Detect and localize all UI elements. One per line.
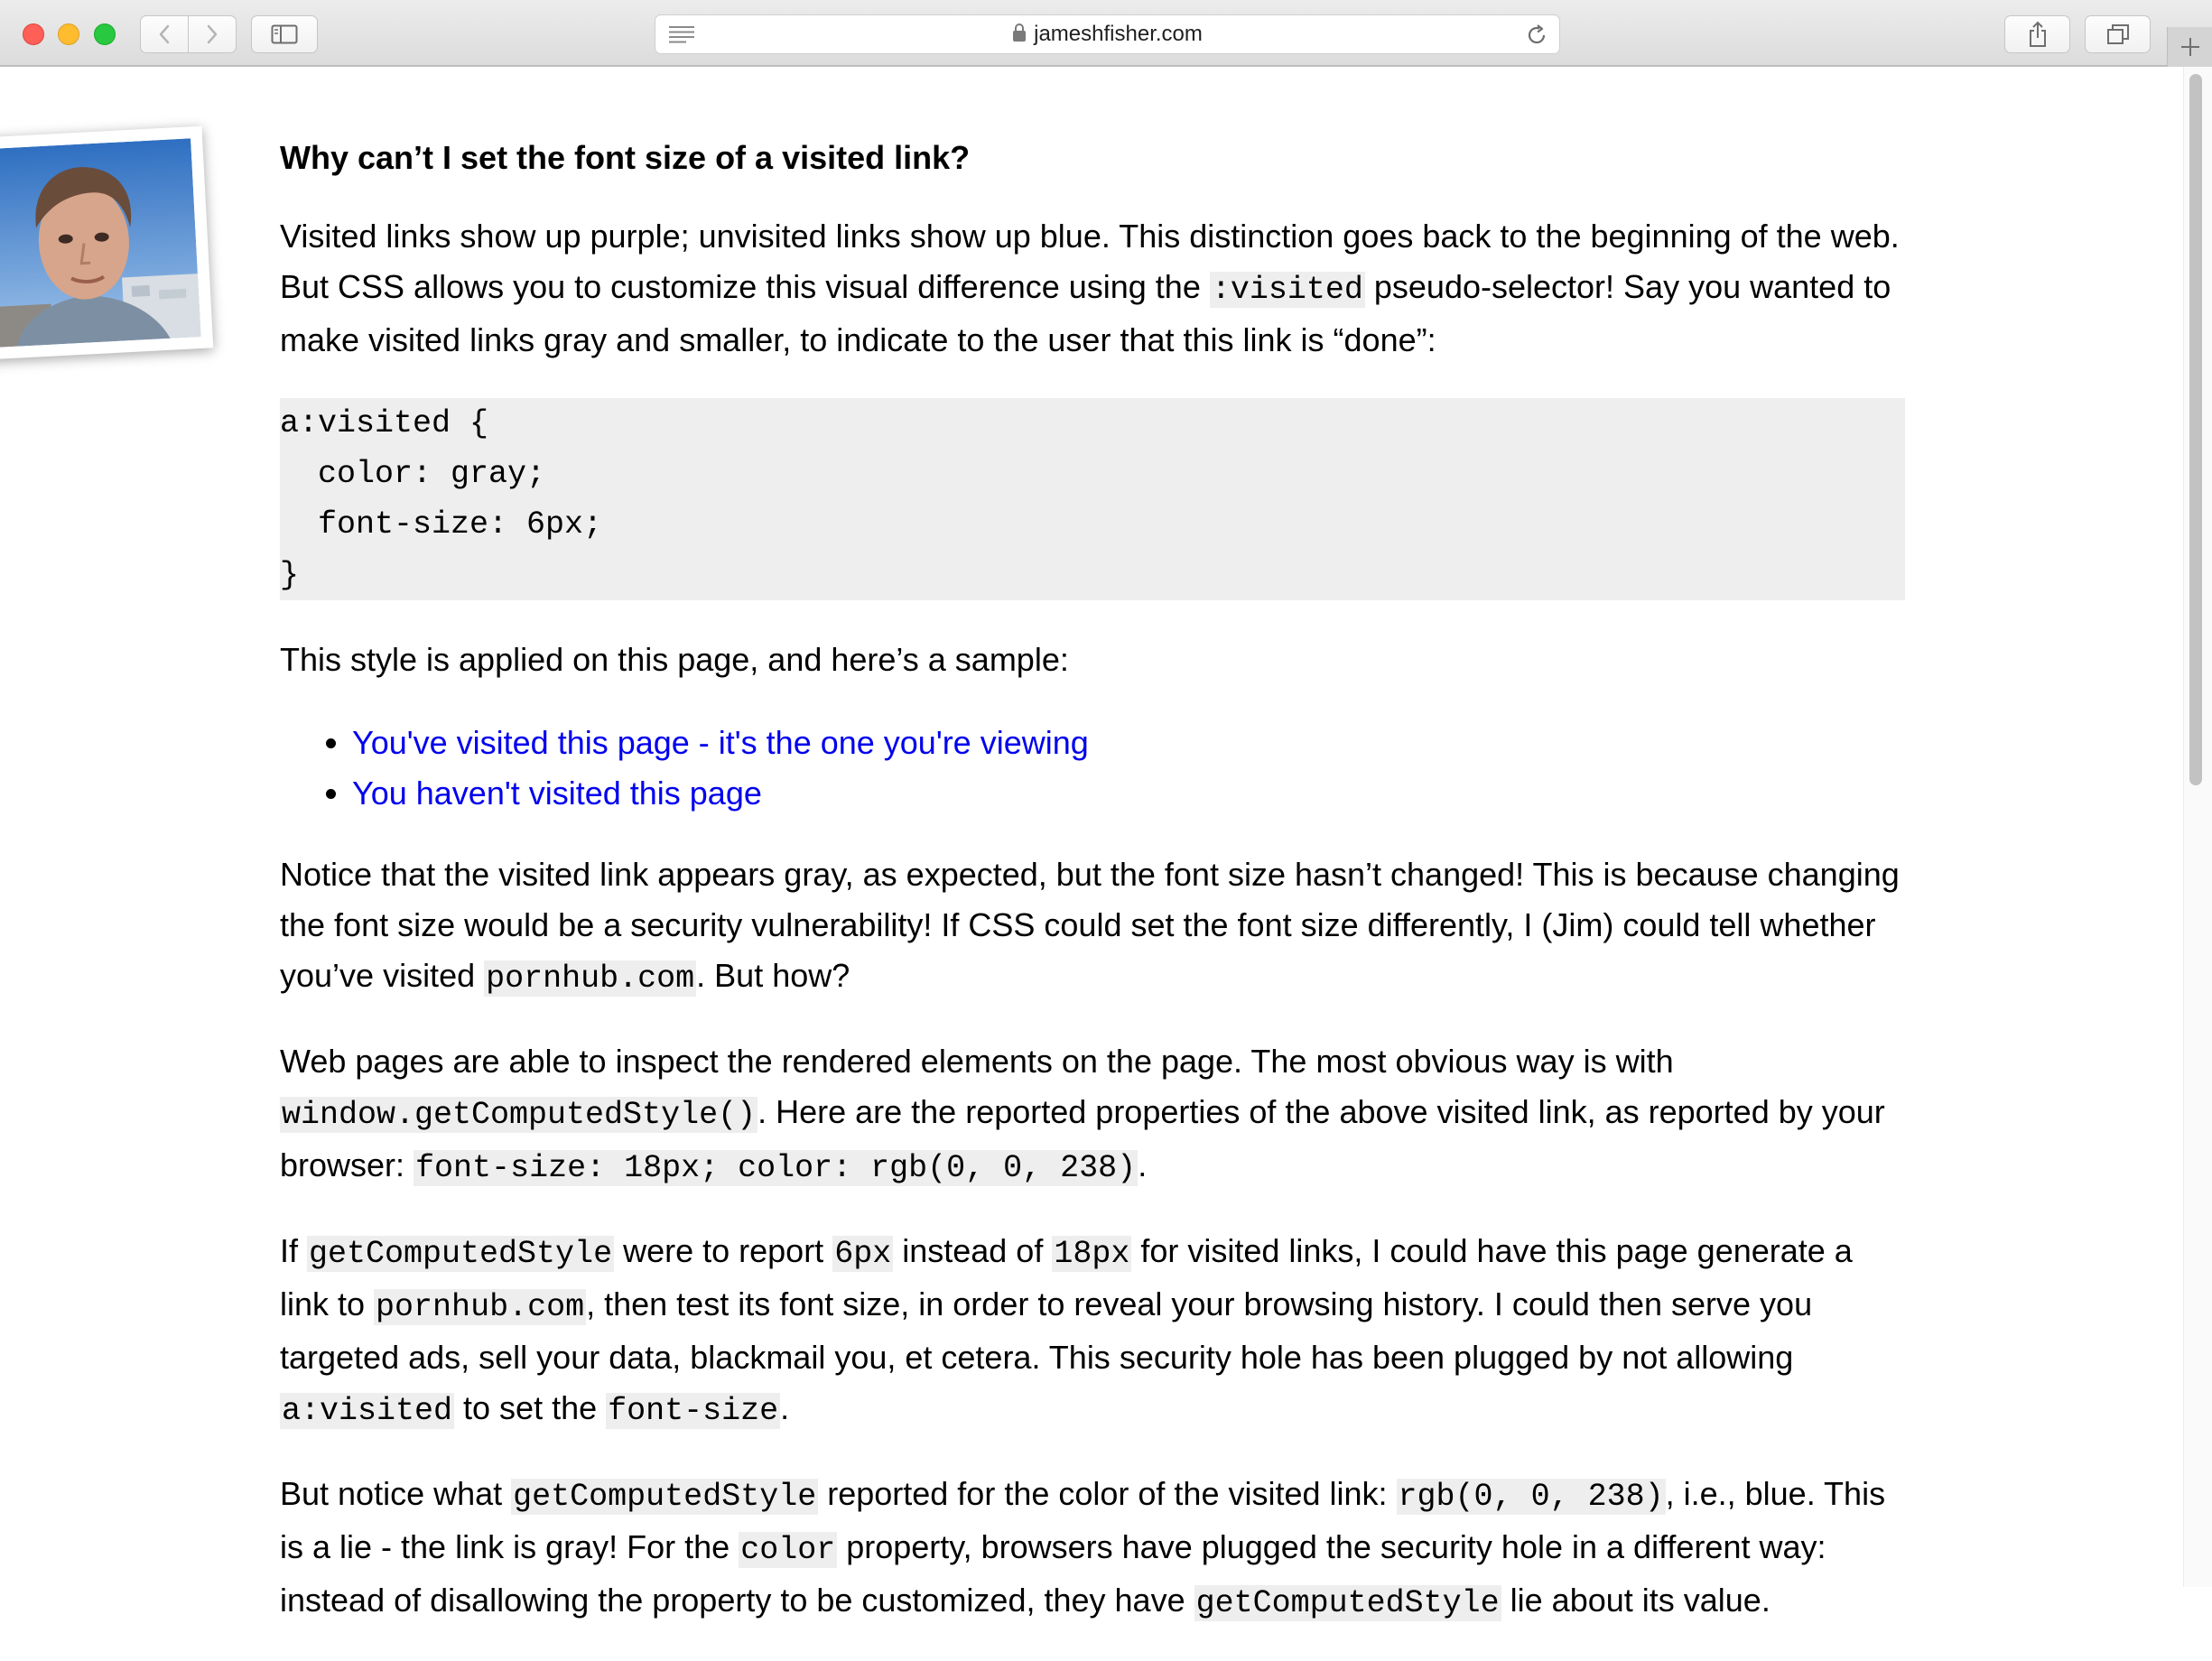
share-button[interactable]	[2004, 15, 2070, 53]
sidebar-icon	[271, 24, 298, 44]
inline-code: rgb(0, 0, 238)	[1398, 1479, 1664, 1515]
inline-code: color	[740, 1532, 836, 1568]
text: But notice what	[280, 1475, 512, 1512]
paragraph-security-hole	[280, 1226, 1905, 1436]
text: . Here are the reported properties of the above visited link, as reported by your browser:	[280, 1093, 1885, 1183]
address-bar[interactable]	[655, 14, 1560, 54]
close-window-button[interactable]	[23, 23, 44, 45]
article-heading: Why can’t I set the font size of a visited link?	[280, 139, 971, 176]
text: . But how?	[696, 957, 850, 994]
paragraph-notice	[280, 849, 1905, 1004]
list-item	[352, 768, 1905, 819]
inline-code: getComputedStyle	[309, 1236, 613, 1272]
inline-code: 6px	[834, 1236, 892, 1272]
text: , then test its font size, in order to reveal your browsing history. I could then serve you targeted ads, sell your data, blackmail you, et cetera. This security hole has been plugged by not allowing	[280, 1285, 1813, 1376]
reload-button[interactable]	[1525, 23, 1548, 51]
lock-icon	[1012, 23, 1027, 42]
inline-code: window.getComputedStyle()	[282, 1097, 757, 1133]
list-item	[352, 718, 1905, 768]
chevron-right-icon	[205, 23, 219, 45]
text: .	[780, 1389, 790, 1426]
history-navigation	[140, 15, 237, 53]
share-icon	[2027, 21, 2049, 48]
paragraph-sample-intro: This style is applied on this page, and here’s a sample:	[280, 641, 1069, 678]
unvisited-sample-link[interactable]: You haven't visited this page	[352, 775, 762, 812]
text: to set the	[454, 1389, 607, 1426]
inline-code: 18px	[1054, 1236, 1130, 1272]
scrollbar-thumb[interactable]	[2189, 74, 2202, 785]
article	[280, 135, 1905, 1661]
visited-sample-link[interactable]: You've visited this page - it's the one you're viewing	[352, 724, 1089, 761]
paragraph-intro	[280, 211, 1905, 366]
inline-code: font-size: 18px; color: rgb(0, 0, 238)	[415, 1150, 1137, 1186]
zoom-window-button[interactable]	[94, 23, 116, 45]
url-display[interactable]	[655, 15, 1559, 53]
text: were to report	[614, 1232, 833, 1269]
forward-button[interactable]	[188, 16, 236, 52]
sample-links-list	[280, 718, 1905, 819]
inline-code: pornhub.com	[486, 960, 695, 997]
minimize-window-button[interactable]	[58, 23, 79, 45]
author-portrait	[0, 138, 201, 347]
inline-code: pornhub.com	[376, 1289, 585, 1325]
text: for visited links, I could have this page generate a link to	[280, 1232, 1853, 1322]
chevron-left-icon	[157, 23, 172, 45]
author-photo	[0, 126, 213, 360]
inline-code: font-size	[608, 1393, 779, 1429]
inline-code: getComputedStyle	[1195, 1585, 1500, 1621]
inline-code: :visited	[1211, 272, 1363, 308]
text: .	[1138, 1146, 1148, 1183]
text: Notice that the visited link appears gray, as expected, but the font size hasn’t changed! This is because changing the font size would be a security vulnerability! If CSS could set the font size differently, I (Jim) could tell whether you’ve visited	[280, 856, 1900, 994]
show-tabs-button[interactable]	[2085, 15, 2151, 53]
paragraph-inspect	[280, 1036, 1905, 1193]
text: , i.e., blue. This is a lie - the link is gray! For the	[280, 1475, 1886, 1565]
inline-code: a:visited	[282, 1393, 453, 1429]
code-block: a:visited { color: gray; font-size: 6px; }	[280, 398, 1905, 600]
plus-icon	[2180, 37, 2200, 57]
tabs-icon	[2106, 23, 2130, 45]
text: property, browsers have plugged the security hole in a different way: instead of disallowing the property to be customized, they have	[280, 1528, 1826, 1619]
back-button[interactable]	[141, 16, 188, 52]
sidebar-button[interactable]	[251, 15, 318, 53]
browser-toolbar	[0, 0, 2212, 67]
text: instead of	[893, 1232, 1053, 1269]
paragraph-color-lie	[280, 1469, 1905, 1629]
url-domain: jameshfisher.com	[1034, 22, 1203, 46]
reload-icon	[1525, 23, 1548, 47]
text: lie about its value.	[1501, 1582, 1771, 1619]
text: If	[280, 1232, 308, 1269]
new-tab-button[interactable]	[2167, 27, 2212, 67]
inline-code: getComputedStyle	[513, 1479, 817, 1515]
text: Visited links show up purple; unvisited links show up blue. This distinction goes back to the beginning of the web. But CSS allows you to customize this visual difference using the	[280, 218, 1900, 305]
text: reported for the color of the visited link:	[818, 1475, 1397, 1512]
text: Web pages are able to inspect the rendered elements on the page. The most obvious way is with	[280, 1043, 1674, 1080]
text: pseudo-selector! Say you wanted to make visited links gray and smaller, to indicate to the user that this link is “done”:	[280, 268, 1891, 358]
